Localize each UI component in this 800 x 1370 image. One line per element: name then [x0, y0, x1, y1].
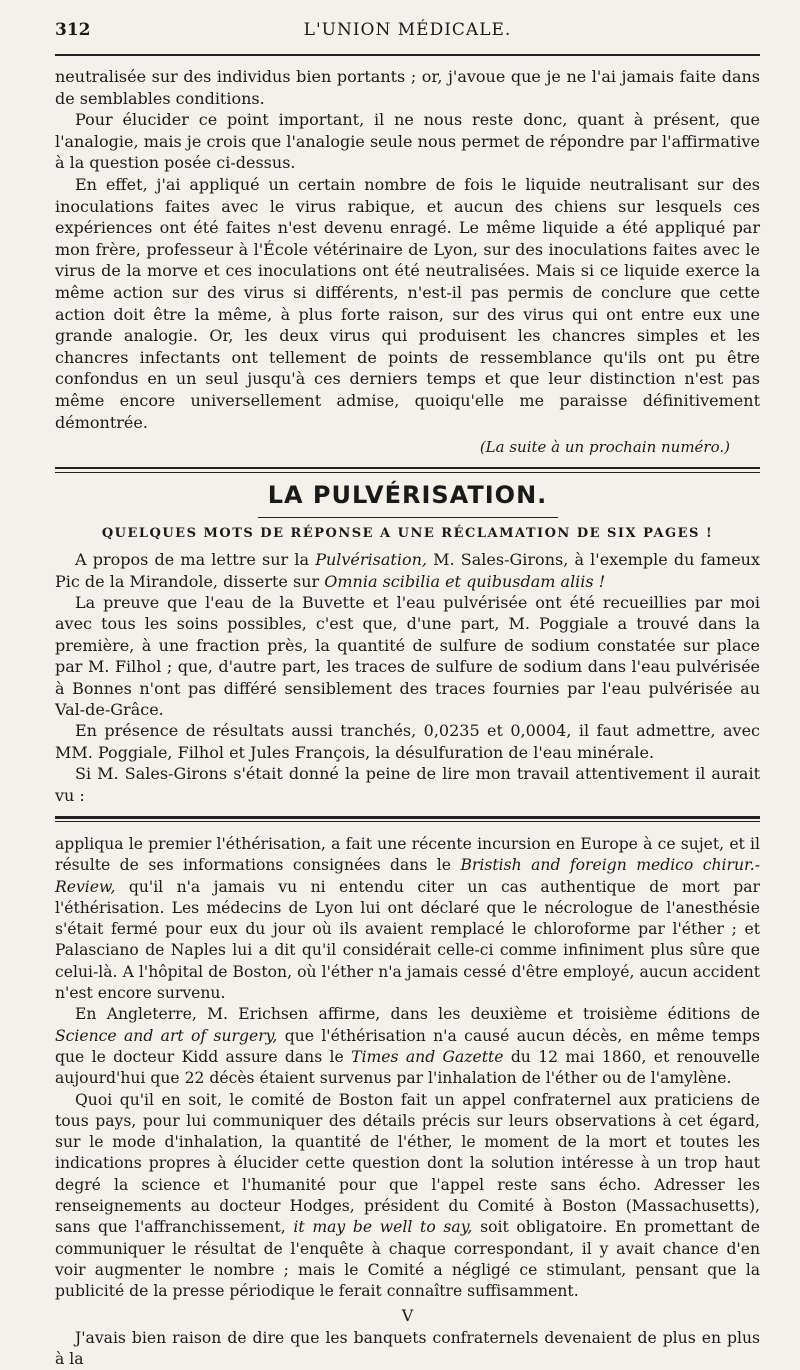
paragraph: A propos de ma lettre sur la Pulvérisation, M. Sales-Girons, à l'exemple du fameux Pic de la Mirandole, disserte sur Omnia scibilia et quibusdam aliis !	[55, 549, 760, 592]
feuilleton	[55, 834, 760, 1370]
section-title: LA PULVÉRISATION.	[55, 479, 760, 511]
paragraph: En Angleterre, M. Erichsen affirme, dans les deuxième et troisième éditions de Science and art of surgery, que l'éthérisation n'a causé aucun décès, en même temps que le docteur Kidd assure dans le Times and Gazette du 12 mai 1860, et renouvelle aujourd'hui que 22 décès étaient survenus par l'inhalation de l'éther ou de l'amylène.	[55, 1004, 760, 1089]
paragraph: Quoi qu'il en soit, le comité de Boston fait un appel confraternel aux praticiens de tous pays, pour lui communiquer des détails précis sur leurs observations à cet égard, sur le mode d'inhalation, la quantité de l'éther, le moment de la mort et toutes les indications propres à élucider cette question dont la solution intéresse à un trop haut degré la science et l'humanité pour que l'appel reste sans écho. Adresser les renseignements au docteur Hodges, président du Comité à Boston (Massachusetts), sans que l'affranchissement, it may be well to say, soit obligatoire. En promettant de communiquer le résultat de l'enquête à chaque correspondant, il y avait chance d'en voir augmenter le nombre ; mais le Comité a négligé ce stimulant, pensant que la publicité de la presse périodique le ferait connaître suffisamment.	[55, 1090, 760, 1303]
header-rule	[55, 54, 760, 56]
paragraph: appliqua le premier l'éthérisation, a fait une récente incursion en Europe à ce sujet, et il résulte de ses informations consignées dans le Bristish and foreign medico chirur.-Review, qu'il n'a jamais vu ni entendu citer un cas authentique de mort par l'éthérisation. Les médecins de Lyon lui ont déclaré que le nécrologue de l'anesthésie s'était fermé pour eux du jour où ils avaient remplacé le chloroforme par l'éther ; et Palasciano de Naples lui a dit qu'il considérait celle-ci comme infiniment plus sûre que celui-là. A l'hôpital de Boston, où l'éther n'a jamais cessé d'être employé, aucun accident n'est encore survenu.	[55, 834, 760, 1004]
section-divider	[55, 467, 760, 473]
title-rule	[258, 517, 558, 518]
paragraph: En effet, j'ai appliqué un certain nombre de fois le liquide neutralisant sur des inoculations faites avec le virus rabique, et aucun des chiens sur lesquels ces expériences ont été faites n'est devenu enragé. Le même liquide a été appliqué par mon frère, professeur à l'École vétérinaire de Lyon, sur des inoculations faites avec le virus de la morve et ces inoculations ont été neutralisées. Mais si ce liquide exerce la même action sur des virus si différents, n'est-il pas permis de conclure que cette action doit être la même, à plus forte raison, sur des virus qui ont entre eux une grande analogie. Or, les deux virus qui produisent les chancres simples et les chancres infectants ont tellement de points de ressemblance qu'ils ont pu être confondus en un seul jusqu'à ces derniers temps et que leur distinction n'est pas même encore universellement admise, quoiqu'elle me paraisse définitivement démontrée.	[55, 174, 760, 433]
paragraph: Si M. Sales-Girons s'était donné la peine de lire mon travail attentivement il aurait vu :	[55, 763, 760, 806]
section-subtitle: QUELQUES MOTS DE RÉPONSE A UNE RÉCLAMATION DE SIX PAGES !	[55, 526, 760, 541]
paragraph: J'avais bien raison de dire que les banquets confraternels devenaient de plus en plus à la	[55, 1328, 760, 1370]
paragraph: La preuve que l'eau de la Buvette et l'eau pulvérisée ont été recueillies par moi avec tous les soins possibles, c'est que, d'une part, M. Poggiale a trouvé dans la première, à une fraction près, la quantité de sulfure de sodium constatée sur place par M. Filhol ; que, d'autre part, les traces de sulfure de sodium dans l'eau pulvérisée à Bonnes n'ont pas différé sensiblement des traces fournies par l'eau pulvérisée au Val-de-Grâce.	[55, 592, 760, 720]
paragraph: neutralisée sur des individus bien portants ; or, j'avoue que je ne l'ai jamais faite dans de semblables conditions.	[55, 66, 760, 109]
page-number: 312	[55, 20, 91, 40]
paragraph: En présence de résultats aussi tranchés, 0,0235 et 0,0004, il faut admettre, avec MM. Poggiale, Filhol et Jules François, la désulfuration de l'eau minérale.	[55, 720, 760, 763]
feuilleton-divider	[55, 816, 760, 822]
journal-page	[55, 14, 760, 1370]
pulverisation-section	[55, 479, 760, 806]
running-head	[55, 14, 760, 44]
section-numeral: V	[55, 1305, 760, 1326]
journal-title: L'UNION MÉDICALE.	[55, 20, 760, 40]
paragraph: Pour élucider ce point important, il ne nous reste donc, quant à présent, que l'analogie, mais je crois que l'analogie seule nous permet de répondre par l'affirmative à la question posée ci-dessus.	[55, 109, 760, 174]
article-continuation	[55, 66, 760, 457]
continued-note: (La suite à un prochain numéro.)	[55, 437, 760, 457]
